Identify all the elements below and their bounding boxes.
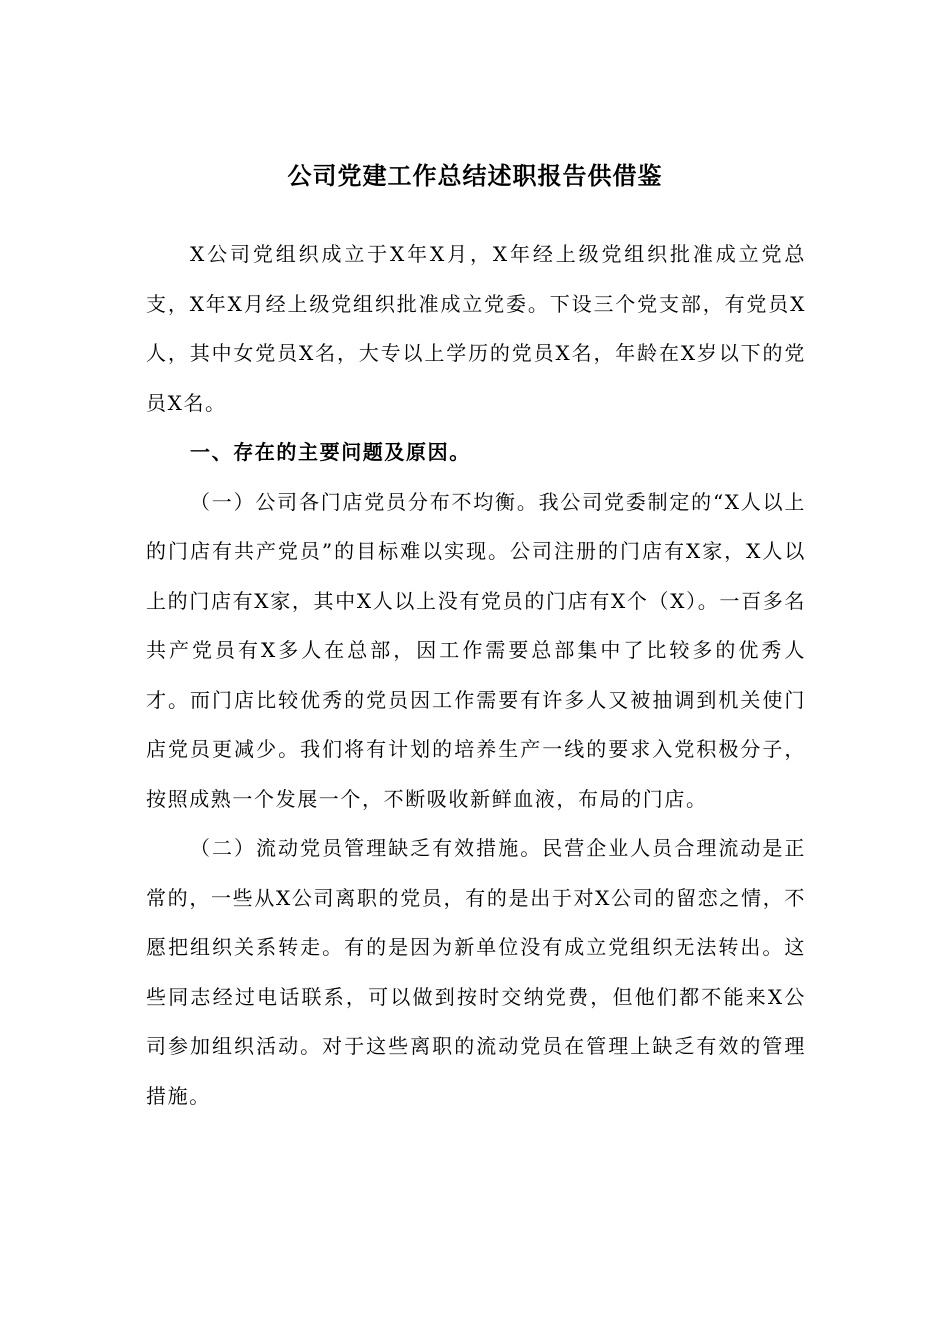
section-heading: 一、存在的主要问题及原因。 <box>190 440 471 464</box>
intro-paragraph: X公司党组织成立于X年X月，X年经上级党组织批准成立党总支，X年X月经上级党组织批准成立党委。下设三个党支部，有党员X人，其中女党员X名，大专以上学历的党员X名，年龄在X岁以下的党员X名。 <box>146 242 806 415</box>
document-body <box>146 230 806 1121</box>
issue-two-paragraph: （二）流动党员管理缺乏有效措施。民营企业人员合理流动是正常的，一些从X公司离职的党员，有的是出于对X公司的留恋之情，不愿把组织关系转走。有的是因为新单位没有成立党组织无法转出。这些同志经过电话联系，可以做到按时交纳党费，但他们都不能来X公司参加组织活动。对于这些离职的流动党员在管理上缺乏有效的管理措施。 <box>146 836 806 1108</box>
document-title: 公司党建工作总结述职报告供借鉴 <box>287 161 663 190</box>
issue-one-paragraph: （一）公司各门店党员分布不均衡。我公司党委制定的“X人以上的门店有共产党员”的目标难以实现。公司注册的门店有X家，X人以上的门店有X家，其中X人以上没有党员的门店有X个（X）。一百多名共产党员有X多人在总部，因工作需要总部集中了比较多的优秀人才。而门店比较优秀的党员因工作需要有许多人又被抽调到机关使门店党员更减少。我们将有计划的培养生产一线的要求入党积极分子，按照成熟一个发展一个，不断吸收新鲜血液，布局的门店。 <box>146 489 806 811</box>
